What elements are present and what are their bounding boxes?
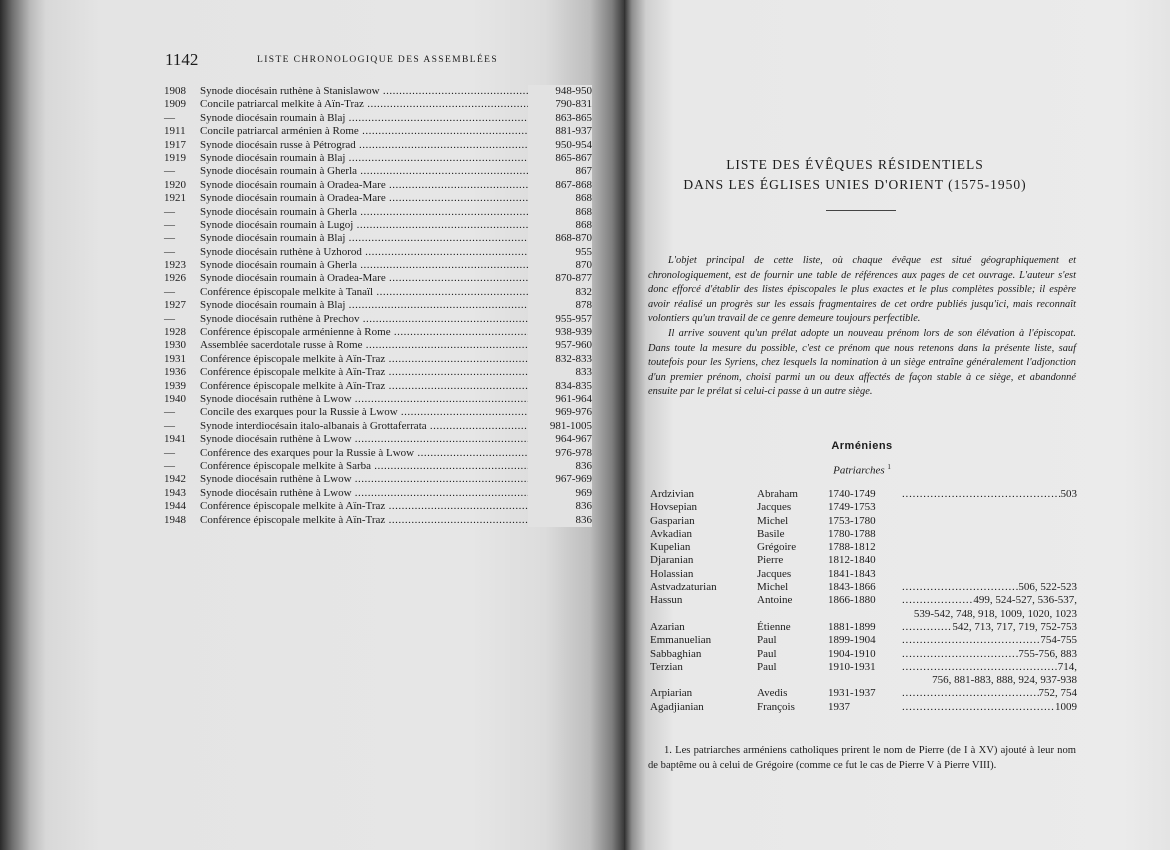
bishop-given-name: Abraham <box>757 488 798 500</box>
list-item <box>164 286 592 299</box>
entry-pages: 868 <box>528 219 592 232</box>
list-item <box>164 152 592 165</box>
entry-pages: 867 <box>528 165 592 178</box>
page-ref-line <box>902 687 1077 700</box>
entry-title: Synode diocésain roumain à Lugoj ..... <box>200 219 528 232</box>
page-ref-line <box>902 634 1077 647</box>
entry-year: — <box>164 165 175 178</box>
bishop-dates: 1788-1812 <box>828 541 876 554</box>
entry-pages: 950-954 <box>528 139 592 152</box>
leader-dots <box>902 634 1040 647</box>
list-item <box>164 473 592 486</box>
bishop-given-name: Jacques <box>757 501 792 514</box>
entry-year: 1936 <box>164 366 186 379</box>
entry-year: 1940 <box>164 392 186 405</box>
entry-year: 1920 <box>164 178 186 191</box>
entry-year: 1921 <box>164 192 186 205</box>
bishop-row <box>650 687 1078 700</box>
entry-year: 1939 <box>164 379 186 392</box>
entry-year: — <box>164 406 175 419</box>
bishop-row <box>650 701 1078 714</box>
list-item <box>164 447 592 460</box>
entry-year: 1919 <box>164 151 186 164</box>
bishop-given-name: Étienne <box>757 620 791 633</box>
bishop-given-name: Paul <box>757 660 777 673</box>
page-ref-line <box>902 621 1077 634</box>
page-ref-text: 499, 524-527, 536-537, <box>973 594 1077 607</box>
entry-pages: 868-870 <box>528 232 592 245</box>
entry-title: Conférence épiscopale melkite à Aïn-Traz ..... <box>200 353 528 366</box>
page-ref-text: 714, <box>1057 660 1077 673</box>
page-ref-text: 542, 713, 717, 719, 752-753 <box>952 620 1077 633</box>
entry-pages: 836 <box>528 500 592 513</box>
entry-year: 1911 <box>164 125 186 138</box>
list-item <box>164 125 592 138</box>
entry-pages: 938-939 <box>528 326 592 339</box>
bishop-given-name: Pierre <box>757 554 784 567</box>
bishop-page-refs <box>902 687 1077 700</box>
entry-title: Synode diocésain ruthène à Lwow ..... <box>200 473 528 486</box>
entry-title: Synode diocésain roumain à Gherla ..... <box>200 165 528 178</box>
entry-year: — <box>164 459 175 472</box>
entry-pages: 967-969 <box>528 473 592 486</box>
entry-year: 1943 <box>164 486 186 499</box>
entry-title: Synode diocésain ruthène à Stanislawow ..... <box>200 85 528 98</box>
entry-title: Synode diocésain roumain à Oradea-Mare ..... <box>200 192 528 205</box>
subsection-title <box>648 463 1076 477</box>
entry-title: Synode diocésain roumain à Gherla ..... <box>200 259 528 272</box>
leader-dots <box>902 594 973 607</box>
bishop-given-name: Jacques <box>757 567 792 580</box>
entry-year: 1930 <box>164 339 186 352</box>
intro-paragraph-1: L'objet principal de cette liste, où chaque évêque est situé géographiquement et chronologiquement, est de fournir une table de références aux pages de cet ouvrage. L'auteur s'est donc efforcé d'établir des listes épiscopales le plus exactes et le plus complètes possible; il espère avoir réalisé un progrès sur les essais fragmentaires de cet ordre publiés jusqu'ici, mais reconnaît volontiers qu'un travail de ce genre demeure toujours perfectible. <box>648 255 1076 325</box>
bishop-dates: 1812-1840 <box>828 554 876 567</box>
entry-title: Synode diocésain russe à Pétrograd ..... <box>200 139 528 152</box>
list-item <box>164 326 592 339</box>
leader-dots <box>902 648 1018 661</box>
list-title-line-2: DANS LES ÉGLISES UNIES D'ORIENT (1575-1950) <box>683 177 1027 192</box>
bishop-row <box>650 528 1078 541</box>
bishop-surname: Arpiarian <box>650 687 693 700</box>
list-title-line-1: LISTE DES ÉVÊQUES RÉSIDENTIELS <box>726 157 984 172</box>
bishop-dates: 1841-1843 <box>828 567 876 580</box>
entry-pages: 881-937 <box>528 125 592 138</box>
entry-pages: 832-833 <box>528 353 592 366</box>
entry-title: Conférence épiscopale melkite à Sarba ..... <box>200 460 528 473</box>
page-ref-line <box>902 661 1077 674</box>
page-ref-line <box>902 648 1077 661</box>
entry-title: Synode diocésain roumain à Blaj ..... <box>200 152 528 165</box>
leader-dots <box>902 581 1018 594</box>
bishop-page-refs <box>902 648 1077 661</box>
list-item <box>164 246 592 259</box>
bishop-page-refs <box>902 581 1077 594</box>
entry-pages: 868 <box>528 192 592 205</box>
bishop-dates: 1843-1866 <box>828 581 876 594</box>
page-ref-line <box>902 488 1077 501</box>
entry-pages: 969 <box>528 487 592 500</box>
subsection-label: Patriarches <box>833 464 885 477</box>
list-item <box>164 112 592 125</box>
entry-pages: 870 <box>528 259 592 272</box>
entry-pages: 981-1005 <box>528 420 592 433</box>
list-item <box>164 165 592 178</box>
entry-year: 1923 <box>164 259 186 272</box>
entry-pages: 867-868 <box>528 179 592 192</box>
page-ref-text: 503 <box>1060 488 1077 500</box>
list-item <box>164 366 592 379</box>
bishop-given-name: Basile <box>757 527 785 540</box>
page-ref-text: 756, 881-883, 888, 924, 937-938 <box>932 674 1077 687</box>
entry-year: 1926 <box>164 272 186 285</box>
bishop-surname: Holassian <box>650 567 694 580</box>
list-item <box>164 98 592 111</box>
entry-year: — <box>164 312 175 325</box>
entry-year: 1944 <box>164 500 186 513</box>
bishop-page-refs <box>902 661 1077 688</box>
bishop-given-name: Michel <box>757 581 789 594</box>
entry-pages: 976-978 <box>528 447 592 460</box>
bishops-list <box>650 488 1078 714</box>
bishop-page-refs <box>902 488 1077 501</box>
entry-pages: 868 <box>528 206 592 219</box>
page-ref-line <box>902 701 1077 714</box>
bishop-page-refs <box>902 594 1077 621</box>
entry-title: Synode diocésain roumain à Blaj ..... <box>200 299 528 312</box>
list-item <box>164 433 592 446</box>
list-item <box>164 179 592 192</box>
entry-year: 1931 <box>164 352 186 365</box>
list-item <box>164 380 592 393</box>
page-ref-text: 752, 754 <box>1038 687 1077 700</box>
entry-title: Conférence épiscopale melkite à Aïn-Traz ..... <box>200 380 528 393</box>
list-item <box>164 219 592 232</box>
entry-pages: 836 <box>528 460 592 473</box>
bishop-row <box>650 568 1078 581</box>
entry-pages: 969-976 <box>528 406 592 419</box>
entry-year: — <box>164 111 175 124</box>
entry-title: Concile patriarcal melkite à Aïn-Traz ..... <box>200 98 528 111</box>
entry-year: 1941 <box>164 433 186 446</box>
bishop-row <box>650 554 1078 567</box>
page-ref-line <box>902 594 1077 607</box>
entry-title: Synode interdiocésain italo-albanais à Grottaferrata ..... <box>200 420 528 433</box>
running-head <box>165 50 595 70</box>
entry-pages: 955-957 <box>528 313 592 326</box>
list-item <box>164 487 592 500</box>
bishop-row <box>650 581 1078 594</box>
entry-title: Concile patriarcal arménien à Rome ..... <box>200 125 528 138</box>
bishop-row <box>650 501 1078 514</box>
entry-year: — <box>164 205 175 218</box>
entry-title: Synode diocésain ruthène à Prechov ..... <box>200 313 528 326</box>
list-item <box>164 192 592 205</box>
page-number: 1142 <box>165 50 199 69</box>
bishop-surname: Hassun <box>650 594 683 607</box>
list-item <box>164 500 592 513</box>
page-ref-text: 539-542, 748, 918, 1009, 1020, 1023 <box>913 607 1077 620</box>
entry-title: Synode diocésain ruthène à Uzhorod ..... <box>200 246 528 259</box>
entry-title: Synode diocésain ruthène à Lwow ..... <box>200 487 528 500</box>
entry-pages: 833 <box>528 366 592 379</box>
leader-dots <box>902 488 1061 501</box>
list-item <box>164 139 592 152</box>
bishop-surname: Emmanuelian <box>650 634 712 647</box>
bishop-dates: 1749-1753 <box>828 501 876 514</box>
entry-pages: 878 <box>528 299 592 312</box>
entry-title: Conférence épiscopale melkite à Tanaïl ..... <box>200 286 528 299</box>
entry-pages: 948-950 <box>528 85 592 98</box>
bishop-surname: Djaranian <box>650 554 694 567</box>
list-title <box>650 155 1060 195</box>
entry-year: 1908 <box>164 85 186 97</box>
entry-pages: 961-964 <box>528 393 592 406</box>
entry-title: Synode diocésain roumain à Blaj ..... <box>200 232 528 245</box>
bishop-surname: Azarian <box>650 620 685 633</box>
entry-title: Conférence épiscopale melkite à Aïn-Traz ..... <box>200 514 528 527</box>
entry-year: 1917 <box>164 138 186 151</box>
bishop-page-refs <box>902 634 1077 647</box>
entry-title: Synode diocésain ruthène à Lwow ..... <box>200 433 528 446</box>
page-ref-text: 754-755 <box>1040 634 1077 647</box>
entry-year: 1948 <box>164 513 186 526</box>
bishop-given-name: Paul <box>757 634 777 647</box>
page-ref-text: 1009 <box>1055 700 1077 713</box>
bishop-dates: 1937 <box>828 700 850 713</box>
page-ref-text: 506, 522-523 <box>1018 581 1077 594</box>
entry-year: 1909 <box>164 98 186 111</box>
page-ref-line <box>902 581 1077 594</box>
bishop-row <box>650 541 1078 554</box>
entry-pages: 870-877 <box>528 272 592 285</box>
intro-paragraph-2: Il arrive souvent qu'un prélat adopte un nouveau prénom lors de son élévation à l'épiscopat. Dans toute la mesure du possible, c'est ce prénom que nous retenons dans la présente liste, sauf toutefois pour les Syriens, chez lesquels la nomination à un siège entraîne généralement l'adjonction d'un premier prénom, choisi parmi un ou deux affectés de façon stable à ce siège, et abandonné ensuite par le prélat si celui-ci passe à un autre siège. <box>648 327 1076 398</box>
list-item <box>164 313 592 326</box>
bishop-surname: Kupelian <box>650 541 691 554</box>
list-item <box>164 206 592 219</box>
bishop-given-name: François <box>757 700 795 713</box>
entry-title: Conférence épiscopale arménienne à Rome ..... <box>200 326 528 339</box>
bishop-surname: Terzian <box>650 660 683 673</box>
footnote-text: 1. Les patriarches arméniens catholiques prirent le nom de Pierre (de I à XV) ajouté à leur nom de baptême ou à celui de Grégoire (comme ce fut le cas de Pierre V à Pierre VIII). <box>648 745 1076 771</box>
bishop-given-name: Grégoire <box>757 541 797 554</box>
entry-title: Synode diocésain roumain à Blaj ..... <box>200 112 528 125</box>
entry-pages: 836 <box>528 514 592 527</box>
entry-title: Conférence épiscopale melkite à Aïn-Traz ..... <box>200 366 528 379</box>
entry-title: Synode diocésain ruthène à Lwow ..... <box>200 393 528 406</box>
entry-year: — <box>164 245 175 258</box>
bishop-surname: Sabbaghian <box>650 647 702 660</box>
bishop-row <box>650 621 1078 634</box>
bishop-surname: Hovsepian <box>650 501 698 514</box>
entry-pages: 790-831 <box>528 98 592 111</box>
bishop-row <box>650 634 1078 647</box>
bishop-dates: 1881-1899 <box>828 620 876 633</box>
entry-title: Synode diocésain roumain à Gherla ..... <box>200 206 528 219</box>
list-item <box>164 460 592 473</box>
entry-title: Assemblée sacerdotale russe à Rome ..... <box>200 339 528 352</box>
bishop-surname: Agadjianian <box>650 700 704 713</box>
introduction <box>648 254 1076 400</box>
entry-year: — <box>164 446 175 459</box>
footnote <box>648 744 1076 773</box>
bishop-dates: 1740-1749 <box>828 488 876 500</box>
bishop-row <box>650 594 1078 621</box>
entry-title: Conférence des exarques pour la Russie à Lwow ..... <box>200 447 528 460</box>
list-item <box>164 299 592 312</box>
bishop-surname: Avkadian <box>650 527 692 540</box>
bishop-given-name: Michel <box>757 514 789 527</box>
list-item <box>164 393 592 406</box>
bishop-surname: Ardzivian <box>650 488 694 500</box>
bishop-given-name: Avedis <box>757 687 788 700</box>
list-item <box>164 85 592 98</box>
page-ref-line <box>902 608 1077 621</box>
entry-title: Synode diocésain roumain à Oradea-Mare ..... <box>200 179 528 192</box>
bishop-surname: Astvadzaturian <box>650 581 717 594</box>
entry-title: Synode diocésain roumain à Oradea-Mare ..... <box>200 272 528 285</box>
entry-year: — <box>164 285 175 298</box>
page-ref-line <box>902 674 1077 687</box>
running-title: LISTE CHRONOLOGIQUE DES ASSEMBLÉES <box>257 55 499 65</box>
bishop-dates: 1899-1904 <box>828 634 876 647</box>
bishop-row <box>650 488 1078 501</box>
right-page <box>624 0 1170 850</box>
list-item <box>164 514 592 527</box>
title-rule <box>826 210 896 211</box>
bishop-page-refs <box>902 621 1077 634</box>
bishop-dates: 1753-1780 <box>828 514 876 527</box>
entry-pages: 865-867 <box>528 152 592 165</box>
chronological-list <box>164 85 592 527</box>
entry-year: 1928 <box>164 326 186 339</box>
leader-dots <box>902 701 1055 714</box>
entry-pages: 832 <box>528 286 592 299</box>
leader-dots <box>902 687 1039 700</box>
entry-year: 1927 <box>164 299 186 312</box>
list-item <box>164 339 592 352</box>
bishop-row <box>650 648 1078 661</box>
list-item <box>164 272 592 285</box>
leader-dots <box>902 621 952 634</box>
leader-dots <box>902 661 1058 674</box>
entry-pages: 955 <box>528 246 592 259</box>
entry-pages: 863-865 <box>528 112 592 125</box>
entry-pages: 957-960 <box>528 339 592 352</box>
bishop-page-refs <box>902 701 1077 714</box>
entry-year: — <box>164 419 175 432</box>
entry-year: — <box>164 218 175 231</box>
bishop-given-name: Antoine <box>757 594 793 607</box>
entry-pages: 964-967 <box>528 433 592 446</box>
bishop-surname: Gasparian <box>650 514 695 527</box>
bishop-dates: 1866-1880 <box>828 594 876 607</box>
footnote-marker: 1 <box>887 463 891 471</box>
page-ref-text: 755-756, 883 <box>1018 647 1077 660</box>
list-item <box>164 259 592 272</box>
entry-year: 1942 <box>164 473 186 486</box>
bishop-dates: 1910-1931 <box>828 660 876 673</box>
bishop-dates: 1931-1937 <box>828 687 876 700</box>
entry-title: Conférence épiscopale melkite à Aïn-Traz ..... <box>200 500 528 513</box>
list-item <box>164 406 592 419</box>
bishop-dates: 1780-1788 <box>828 527 876 540</box>
entry-year: — <box>164 232 175 245</box>
list-item <box>164 232 592 245</box>
list-item <box>164 420 592 433</box>
bishop-row <box>650 515 1078 528</box>
bishop-row <box>650 661 1078 688</box>
entry-pages: 834-835 <box>528 380 592 393</box>
bishop-given-name: Paul <box>757 647 777 660</box>
bishop-dates: 1904-1910 <box>828 647 876 660</box>
section-title: Arméniens <box>831 440 893 452</box>
entry-title: Concile des exarques pour la Russie à Lwow ..... <box>200 406 528 419</box>
list-item <box>164 353 592 366</box>
